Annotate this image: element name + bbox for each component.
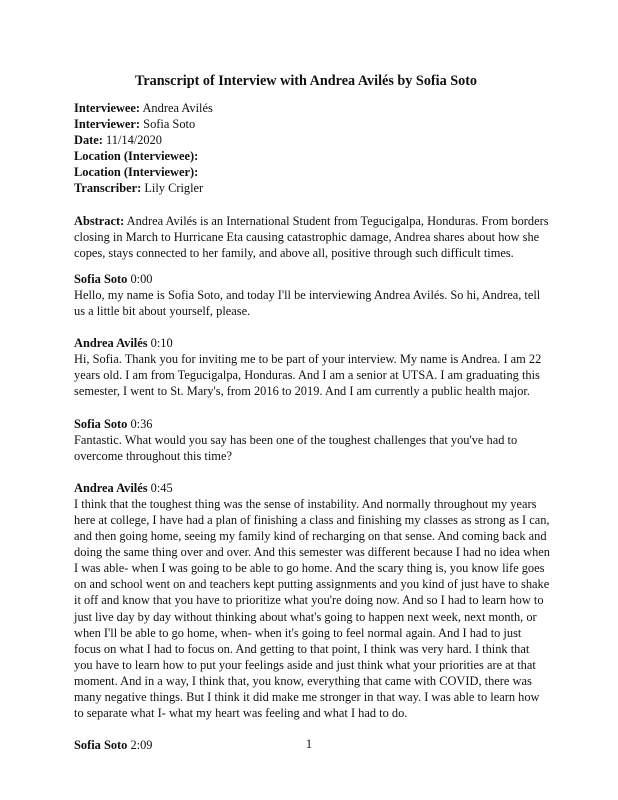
meta-transcriber xyxy=(74,180,550,196)
meta-value: Lily Crigler xyxy=(144,181,204,196)
timestamp: 0:36 xyxy=(130,416,153,431)
page-number: 1 xyxy=(305,737,313,751)
speaker-line xyxy=(74,480,550,496)
abstract-text: Andrea Avilés is an International Student from Tegucigalpa, Honduras. From borders closing in March to Hurricane Eta causing catastrophic damage, Andrea shares about how she copes, stays connected to her family, and above all, positive through such difficult times. xyxy=(74,213,549,260)
abstract xyxy=(74,213,550,261)
timestamp: 0:45 xyxy=(150,480,173,495)
meta-location-interviewee xyxy=(74,148,550,164)
meta-label: Location (Interviewee): xyxy=(74,149,199,164)
meta-location-interviewer xyxy=(74,164,550,180)
timestamp: 0:00 xyxy=(130,271,153,286)
speaker-line xyxy=(74,335,550,351)
turn-text: Fantastic. What would you say has been one of the toughest challenges that you've had to overcome throughout this time? xyxy=(74,432,518,463)
timestamp: 0:10 xyxy=(150,336,173,351)
page-title: Transcript of Interview with Andrea Avilés by Sofia Soto xyxy=(134,73,478,89)
abstract-label: Abstract: xyxy=(74,213,125,228)
meta-value: 11/14/2020 xyxy=(106,133,163,148)
meta-label: Interviewer: xyxy=(74,117,141,132)
timestamp: 2:09 xyxy=(130,738,153,753)
speaker-line xyxy=(74,271,550,287)
turn-text: Hi, Sofia. Thank you for inviting me to be part of your interview. My name is Andrea. I am 22 years old. I am from Tegucigalpa, Honduras. And I am a senior at UTSA. I am graduating this semester, I went to St. Mary's, from 2016 to 2019. And I am currently a public health major. xyxy=(74,352,542,399)
meta-label: Transcriber: xyxy=(74,181,142,196)
speaker-name: Sofia Soto xyxy=(74,738,128,753)
speaker-line xyxy=(74,416,550,432)
speaker-name: Andrea Avilés xyxy=(74,336,148,351)
transcript-turn xyxy=(74,335,550,399)
transcript-turn xyxy=(74,416,550,464)
meta-date xyxy=(74,132,550,148)
turn-text: Hello, my name is Sofia Soto, and today I'll be interviewing Andrea Avilés. So hi, Andrea, tell us a little bit about yourself, please. xyxy=(74,287,541,319)
speaker-name: Sofia Soto xyxy=(74,271,128,286)
metadata-block xyxy=(74,100,550,197)
meta-label: Location (Interviewer): xyxy=(74,165,199,180)
meta-label: Date: xyxy=(74,133,103,148)
turn-text: I think that the toughest thing was the sense of instability. And normally throughout my years here at college, I have had a plan of finishing a class and finishing my classes as strong as I can, and then going home, seeing my family kind of recharging on that sense. And coming back and doing the same thing over and over. And this semester was different because I had no idea when I was able- when I was going to be able to go home. And the scary thing is, you know life goes on and school went on and teachers kept putting assignments and you kind of just have to shake it off and know that you have to prioritize what you're doing now. And so I had to learn how to just live day by day without thinking about what's going to happen next week, next month, or when I'll be able to go home, when- when it's going to feel normal again. And I had to just focus on what I had to focus on. And getting to that point, I think was very hard. I think that you have to learn how to put your feelings aside and just think what your priorities are at that moment. And in a way, I think that, you know, everything that came with COVID, there was many negative things. But I think it did make me stronger in that way. I was able to learn how to separate what I- what my heart was feeling and what I had to do. xyxy=(74,496,550,721)
meta-value: Sofia Soto xyxy=(143,117,196,132)
page-content xyxy=(74,72,550,769)
meta-interviewee xyxy=(74,100,550,116)
meta-value: Andrea Avilés xyxy=(142,101,213,115)
meta-interviewer xyxy=(74,116,550,132)
transcript-turn xyxy=(74,480,550,721)
speaker-name: Andrea Avilés xyxy=(74,480,148,495)
transcript-turn xyxy=(74,271,550,319)
meta-label: Interviewee: xyxy=(74,101,141,115)
speaker-name: Sofia Soto xyxy=(74,416,128,431)
